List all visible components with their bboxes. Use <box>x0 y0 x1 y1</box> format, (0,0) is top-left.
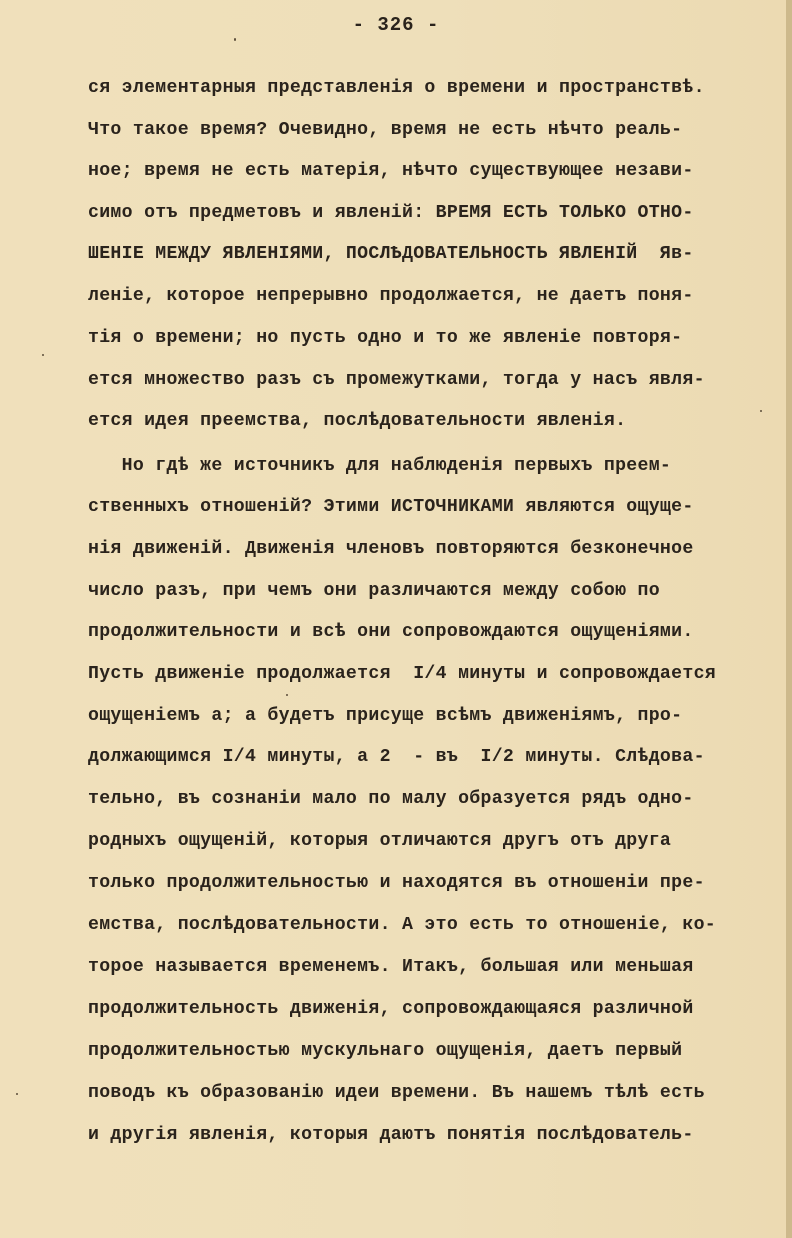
text-line: только продолжительностью и находятся въ отношеніи пре- <box>88 873 705 893</box>
text-line: ШЕНІЕ МЕЖДУ ЯВЛЕНІЯМИ, ПОСЛѢДОВАТЕЛЬНОСТЬ ЯВЛЕНІЙ Яв- <box>88 244 694 264</box>
text-line: ся элементарныя представленія о времени и пространствѣ. <box>88 78 705 98</box>
paper-speck <box>16 1093 18 1095</box>
text-line: тія о времени; но пусть одно и то же явленіе повторя- <box>88 328 683 348</box>
text-line: Что такое время? Очевидно, время не есть нѣчто реаль- <box>88 120 683 140</box>
text-line: продолжительность движенія, сопровождающаяся различной <box>88 999 694 1019</box>
page-number: - 326 - <box>352 14 440 36</box>
text-line: ется идея преемства, послѣдовательности явленія. <box>88 411 627 431</box>
text-line: родныхъ ощущеній, которыя отличаются другъ отъ друга <box>88 831 672 851</box>
text-line: Пусть движеніе продолжается I/4 минуты и сопровождается <box>88 664 716 684</box>
text-line: ное; время не есть матерія, нѣчто существующее незави- <box>88 161 694 181</box>
text-line: продолжительностью мускульнаго ощущенія, даетъ первый <box>88 1041 683 1061</box>
text-line: симо отъ предметовъ и явленій: ВРЕМЯ ЕСТЬ ТОЛЬКО ОТНО- <box>88 203 694 223</box>
paper-speck <box>234 38 236 41</box>
text-line: тельно, въ сознаніи мало по малу образуется рядъ одно- <box>88 789 694 809</box>
text-line: и другія явленія, которыя даютъ понятія послѣдователь- <box>88 1125 694 1145</box>
paper-speck <box>286 694 288 696</box>
text-line: поводъ къ образованію идеи времени. Въ нашемъ тѣлѣ есть <box>88 1083 705 1103</box>
text-line: ственныхъ отношеній? Этими ИСТОЧНИКАМИ являются ощуще- <box>88 497 694 517</box>
text-line: Но гдѣ же источникъ для наблюденія первыхъ преем- <box>88 456 672 476</box>
text-line: продолжительности и всѣ они сопровождаются ощущеніями. <box>88 622 694 642</box>
text-line: леніе, которое непрерывно продолжается, не даетъ поня- <box>88 286 694 306</box>
text-line: емства, послѣдовательности. А это есть то отношеніе, ко- <box>88 915 716 935</box>
text-line: число разъ, при чемъ они различаются между собою по <box>88 581 660 601</box>
paper-speck <box>760 410 762 412</box>
text-line: должающимся I/4 минуты, а 2 - въ I/2 минуты. Слѣдова- <box>88 747 705 767</box>
page-edge <box>786 0 792 1238</box>
text-line: ощущеніемъ а; а будетъ присуще всѣмъ движеніямъ, про- <box>88 706 683 726</box>
text-line: торое называется временемъ. Итакъ, большая или меньшая <box>88 957 694 977</box>
text-line: ется множество разъ съ промежутками, тогда у насъ явля- <box>88 370 705 390</box>
text-line: нія движеній. Движенія членовъ повторяются безконечное <box>88 539 694 559</box>
paper-speck <box>42 354 44 356</box>
